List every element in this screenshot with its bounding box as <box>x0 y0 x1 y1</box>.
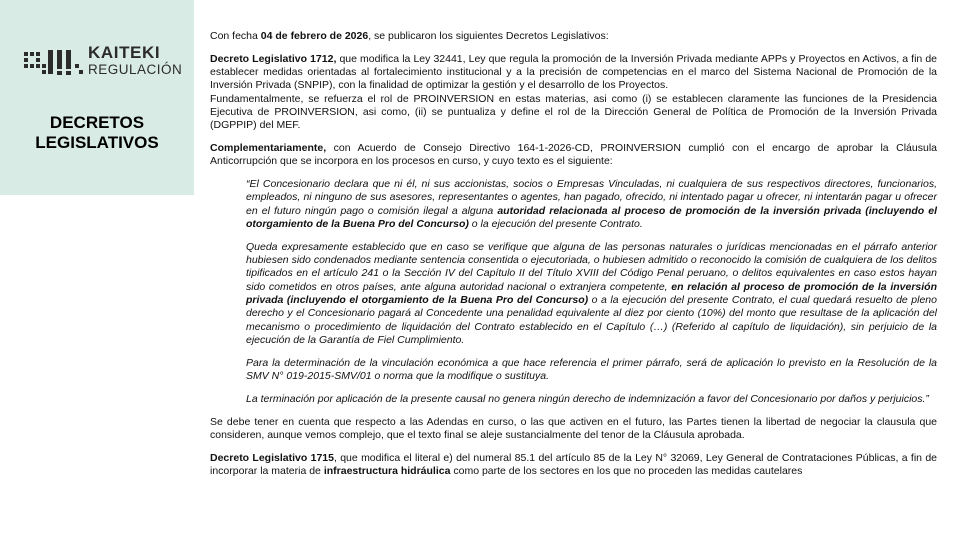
complementary-label: Complementariamente, <box>210 142 327 155</box>
dl-1712-paragraph: Decreto Legislativo 1712, que modifica la Ley 32441, Ley que regula la promoción de la Inversión Privada mediante APPs y Proyectos en Activos, a fin de establecer medidas orientadas al fortalecimiento institucional y a la precisión de competencias en el marco del Sistema Nacional de Promoción de la Inversión Privada (SNPIP), con la finalidad de optimizar la gestión y el desarrollo de los Proyectos. <box>210 52 937 92</box>
section-title-line-2: LEGISLATIVOS <box>35 133 159 152</box>
logo-brand: KAITEKI <box>88 43 161 62</box>
dl-1715-title: Decreto Legislativo 1715 <box>210 451 334 464</box>
logo-wordmark <box>88 44 182 78</box>
note-paragraph: Se debe tener en cuenta que respecto a las Adendas en curso, o las que activen en el futuro, las Partes tienen la libertad de negociar la clausula que consideren, aunque vemos complejo, que el texto final se aleje sustancialmente del tenor de la Cláusula aprobada. <box>210 415 937 441</box>
publication-date: 04 de febrero de 2026 <box>260 30 369 42</box>
kaiteki-logo-mark-icon <box>24 46 84 78</box>
logo-subtitle: REGULACIÓN <box>88 62 183 77</box>
complementary-paragraph: Complementariamente, con Acuerdo de Consejo Directivo 164-1-2026-CD, PROINVERSION cumplió con el encargo de aprobar la Cláusula Anticorrupción que se incorpora en los procesos en curso, y cuyo texto es el siguiente: <box>210 142 937 168</box>
quote-paragraph-3: Para la determinación de la vinculación económica a que hace referencia el primer párrafo, será de aplicación lo previsto en la Resolución de la SMV N° 019-2015-SMV/01 o norma que la modifique o sustituya. <box>246 356 937 383</box>
intro-paragraph: Con fecha 04 de febrero de 2026, se publicaron los siguientes Decretos Legislativos: <box>210 30 609 42</box>
anticorruption-clause-quote <box>210 178 937 406</box>
quote-paragraph-2: Queda expresamente establecido que en caso se verifique que alguna de las personas naturales o jurídicas mencionadas en el párrafo anterior hubiesen sido condenados mediante sentencia consentida o ejecutoriada, o hubiesen admitido o reconocido la comisión de cualquiera de los delitos tipificados en el artículo 241 o la Sección IV del Capítulo II del Título XVIII del Código Penal peruano, o delitos equivalentes en caso estos hayan sido cometidos en otros países, ante alguna autoridad nacional o extranjera competente, en relación al proceso de promoción de la inversión privada (incluyendo el otorgamiento de la Buena Pro del Concurso) o a la ejecución del presente Contrato, el cual quedará resuelto de pleno derecho y el Concesionario pagará al Concedente una penalidad equivalente al diez por ciento (10%) del monto que resultase de la aplicación del mecanismo o procedimiento de liquidación del Contrato establecido en el Capítulo (…) (Referido al capítulo de liquidación), sin perjuicio de la ejecución de la Garantía de Fiel Cumplimiento. <box>246 240 937 346</box>
quote-paragraph-4: La terminación por aplicación de la presente causal no genera ningún derecho de indemnización a favor del Concesionario por daños y perjuicios.” <box>246 392 929 405</box>
dl-1715-paragraph: Decreto Legislativo 1715, que modifica el literal e) del numeral 85.1 del artículo 85 de la Ley N° 32069, Ley General de Contrataciones Públicas, a fin de incorporar la materia de infraestructura hidráulica como parte de los sectores en los que no proceden las medidas cautelares <box>210 451 937 478</box>
sidebar-panel <box>0 0 194 195</box>
quote-paragraph-1: “El Concesionario declara que ni él, ni sus accionistas, socios o Empresas Vinculadas, ni cualquiera de sus respectivos directores, funcionarios, empleados, ni ninguno de sus asesores, representantes o agentes, han pagado, ofrecido, ni intentado pagar u ofrecer, ni intentarán pagar u ofrecer en el futuro ningún pago o comisión ilegal a alguna autoridad relacionada al proceso de promoción de la inversión privada (incluyendo el otorgamiento de la Buena Pro del Concurso) o la ejecución del presente Contrato. <box>246 178 938 231</box>
dl-1712-detail-paragraph: Fundamentalmente, se refuerza el rol de PROINVERSION en estas materias, asi como (i) se establecen claramente las funciones de la Presidencia Ejecutiva de PROINVERSION, asi como, (ii) se puntualiza y define el rol de la Dirección General de Política de Promoción de la Inversión Privada (DGPPIP) del MEF. <box>210 92 937 132</box>
document-body <box>210 30 937 478</box>
section-title-line-1: DECRETOS <box>49 113 145 132</box>
section-title <box>0 113 194 153</box>
dl-1712-title: Decreto Legislativo 1712, <box>210 52 337 65</box>
kaiteki-logo <box>24 44 184 80</box>
